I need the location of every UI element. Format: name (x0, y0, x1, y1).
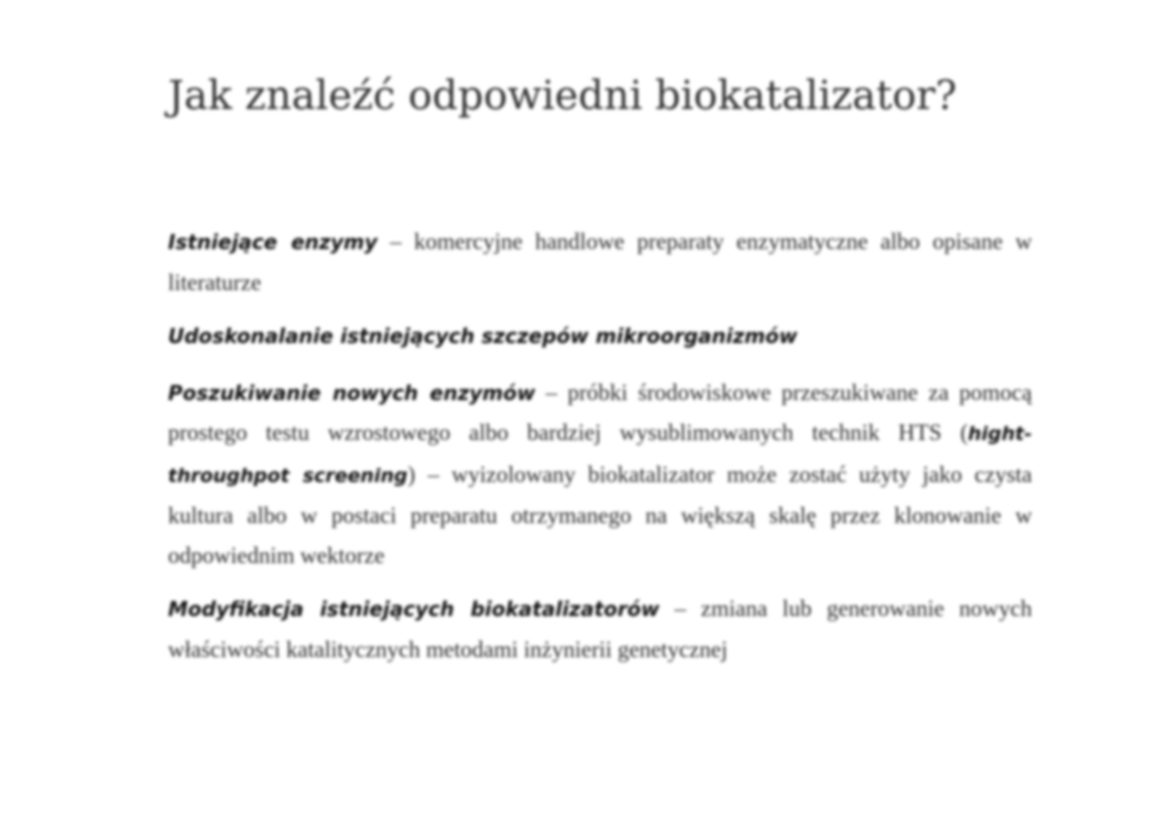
paragraph-lead: Modyfikacja istniejących biokatalizatorów (168, 597, 660, 621)
slide-body (168, 222, 1032, 683)
paragraph-lead: Istniejące enzymy (168, 230, 378, 254)
paragraph-lead: Poszukiwanie nowych enzymów (168, 380, 536, 405)
paragraph-lead: Udoskonalanie istniejących szczepów mikroorganizmów (168, 324, 798, 348)
paragraph-modification (168, 589, 1032, 669)
paragraph-strain-improvement (168, 316, 1032, 357)
slide-title: Jak znaleźć odpowiedni biokatalizator? (168, 73, 957, 119)
paragraph-text: – zmiana lub generowanie nowych właściwości katalitycznych metodami inżynierii genetycznej (168, 596, 1032, 662)
paragraph-new-enzymes (168, 373, 1032, 576)
paragraph-existing-enzymes (168, 222, 1032, 302)
hts-term: hight-throughpot screening (168, 423, 1032, 487)
paragraph-text-after: ) – wyizolowany biokatalizator może zostać użyty jako czysta kultura albo w postaci preparatu otrzymanego na większą skalę przez klonowanie w odpowiednim wektorze (168, 461, 1032, 568)
paragraph-text-before: – próbki środowiskowe przeszukiwane za pomocą prostego testu wzrostowego albo bardziej wysublimowanych technik HTS ( (168, 379, 1032, 445)
paragraph-text: – komercyjne handlowe preparaty enzymatyczne albo opisane w literaturze (168, 229, 1032, 295)
